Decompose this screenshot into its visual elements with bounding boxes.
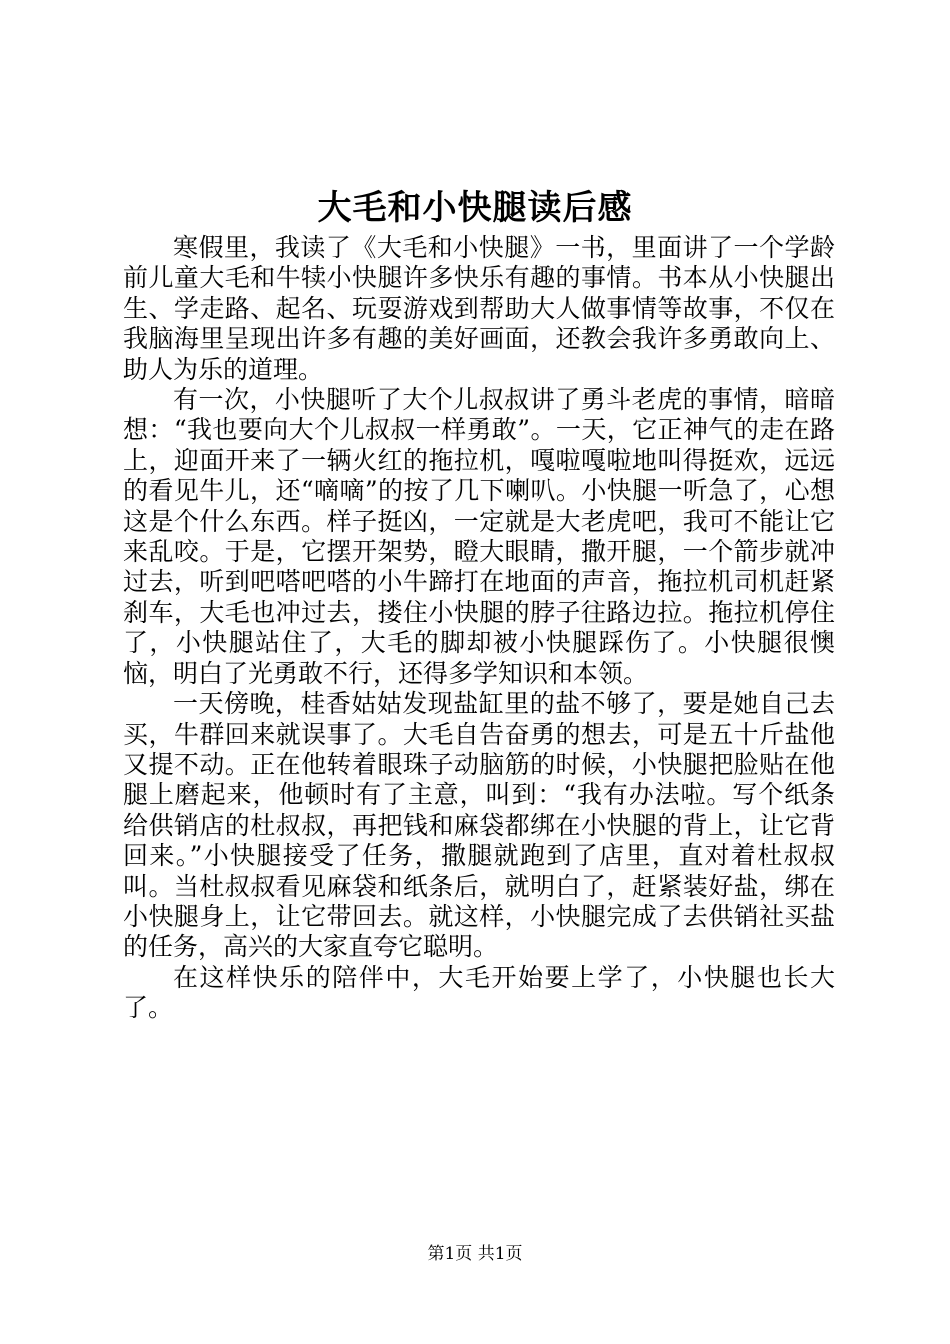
document-title: 大毛和小快腿读后感 [317,188,633,228]
page-footer: 第1页 共1页 [427,1244,523,1264]
document-body [123,233,835,1024]
paragraph-2: 有一次，小快腿听了大个儿叔叔讲了勇斗老虎的事情，暗暗想：“我也要向大个儿叔叔一样勇敢”。一天，它正神气的走在路上，迎面开来了一辆火红的拖拉机，嘎啦嘎啦地叫得挺欢，远远的看见牛儿，还“嘀嘀”的按了几下喇叭。小快腿一听急了，心想这是个什么东西。样子挺凶，一定就是大老虎吧，我可不能让它来乱咬。于是，它摆开架势，瞪大眼睛，撒开腿，一个箭步就冲过去，听到吧嗒吧嗒的小牛蹄打在地面的声音，拖拉机司机赶紧刹车，大毛也冲过去，搂住小快腿的脖子往路边拉。拖拉机停住了，小快腿站住了，大毛的脚却被小快腿踩伤了。小快腿很懊恼，明白了光勇敢不行，还得多学知识和本领。 [123,385,835,688]
paragraph-1: 寒假里，我读了《大毛和小快腿》一书，里面讲了一个学龄前儿童大毛和牛犊小快腿许多快乐有趣的事情。书本从小快腿出生、学走路、起名、玩耍游戏到帮助大人做事情等故事，不仅在我脑海里呈现出许多有趣的美好画面，还教会我许多勇敢向上、助人为乐的道理。 [123,233,835,384]
paragraph-4: 在这样快乐的陪伴中，大毛开始要上学了，小快腿也长大了。 [123,962,835,1023]
paragraph-3: 一天傍晚，桂香姑姑发现盐缸里的盐不够了，要是她自己去买，牛群回来就误事了。大毛自告奋勇的想去，可是五十斤盐他又提不动。正在他转着眼珠子动脑筋的时候，小快腿把脸贴在他腿上磨起来，他顿时有了主意，叫到：“我有办法啦。写个纸条给供销店的杜叔叔，再把钱和麻袋都绑在小快腿的背上，让它背回来。”小快腿接受了任务，撒腿就跑到了店里，直对着杜叔叔叫。当杜叔叔看见麻袋和纸条后，就明白了，赶紧装好盐，绑在小快腿身上，让它带回去。就这样，小快腿完成了去供销社买盐的任务，高兴的大家直夸它聪明。 [123,689,835,962]
